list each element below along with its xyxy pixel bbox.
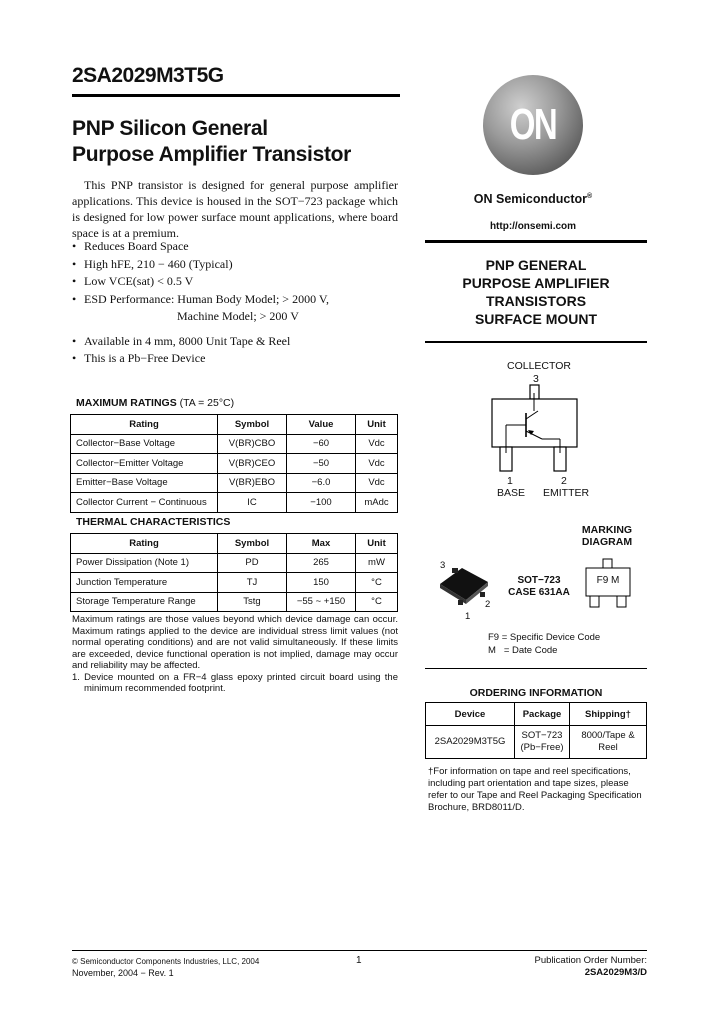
cell-symbol: V(BR)EBO <box>218 473 287 493</box>
table-header-row <box>426 703 647 726</box>
feature-esd-hbm: • ESD Performance: Human Body Model; > 2000 V, <box>72 291 402 309</box>
cell-value: 150 <box>287 573 356 593</box>
thermal-table <box>70 533 398 612</box>
collector-pin: 3 <box>533 373 539 385</box>
col-header-symbol: Symbol <box>218 415 287 435</box>
table-header-row <box>71 534 398 554</box>
part-number-title: 2SA2029M3T5G <box>72 64 224 87</box>
registered-mark: ® <box>587 192 593 200</box>
package-name: SOT−723 <box>517 575 561 586</box>
company-name <box>440 192 626 206</box>
feature-list <box>72 238 402 368</box>
cell-rating: Emitter−Base Voltage <box>71 473 218 493</box>
headline-line-2: Purpose Amplifier Transistor <box>72 143 352 166</box>
feature-tape: • Available in 4 mm, 8000 Unit Tape & Reel <box>72 333 402 351</box>
marking-title <box>568 524 646 548</box>
revision-date: November, 2004 − Rev. 1 <box>72 968 174 978</box>
cell-symbol: TJ <box>218 573 287 593</box>
package-pin-3: 3 <box>440 560 446 571</box>
col-header-rating: Rating <box>71 415 218 435</box>
cell-unit: Vdc <box>356 454 398 474</box>
col-header-value: Value <box>287 415 356 435</box>
table-row <box>71 553 398 573</box>
copyright: © Semiconductor Components Industries, LLC, 2004 <box>72 957 260 966</box>
max-ratings-heading <box>76 397 234 409</box>
feature-esd-mm: Machine Model; > 200 V <box>177 309 299 323</box>
table-row <box>71 473 398 493</box>
headline-line-1: PNP Silicon General <box>72 117 268 140</box>
stress-note: Maximum ratings are those values beyond which device damage can occur. Maximum ratings applied to the device are individual stress limit values (not normal operating conditions) and are not valid simultaneously. If these limits are exceeded, device functional operation is not implied, damage may occur and reliability may be affected. <box>72 614 398 671</box>
headline <box>72 116 351 168</box>
right-rule-mid <box>425 341 647 343</box>
package-title <box>425 256 647 328</box>
cell-value: −55 ~ +150 <box>287 592 356 612</box>
table-row <box>426 726 647 759</box>
col-header-max: Max <box>287 534 356 554</box>
marking-title-line: MARKING <box>581 524 633 536</box>
table-row <box>71 493 398 513</box>
company-name-text: ON Semiconductor <box>473 192 588 206</box>
emitter-label: EMITTER <box>543 487 590 499</box>
package-title-line: PNP GENERAL <box>485 257 587 273</box>
cell-unit: °C <box>356 573 398 593</box>
description-text: This PNP transistor is designed for general purpose amplifier applications. This device is housed in the SOT−723 package which is designed for low power surface mount applications, where board space is at a premium. <box>72 178 398 240</box>
cell-value: −50 <box>287 454 356 474</box>
col-header-package: Package <box>515 703 570 726</box>
feature-vce: • Low VCE(sat) < 0.5 V <box>72 273 402 291</box>
package-title-line: TRANSISTORS <box>485 293 587 309</box>
marking-title-line: DIAGRAM <box>581 536 633 548</box>
base-label: BASE <box>497 487 526 499</box>
cell-rating: Collector−Base Voltage <box>71 434 218 454</box>
publication-label: Publication Order Number: <box>534 955 647 966</box>
cell-rating: Power Dissipation (Note 1) <box>71 553 218 573</box>
cell-rating: Collector−Emitter Voltage <box>71 454 218 474</box>
cell-package: SOT−723 (Pb−Free) <box>515 726 570 759</box>
footer-rule <box>72 950 647 951</box>
on-logo <box>483 75 583 175</box>
marking-code: F9 M <box>596 575 620 586</box>
marking-legend-f9: F9 = Specific Device Code <box>488 632 601 643</box>
shipping-footnote: †For information on tape and reel specifications, including part orientation and tape sizes, please refer to our Tape and Reel Packaging Specification Brochure, BRD8011/D. <box>428 766 642 813</box>
package-title-line: SURFACE MOUNT <box>474 311 598 327</box>
marking-legend <box>488 631 600 657</box>
cell-unit: °C <box>356 592 398 612</box>
cell-value: −100 <box>287 493 356 513</box>
feature-board-space: • Reduces Board Space <box>72 238 402 256</box>
package-case: CASE 631AA <box>508 587 570 598</box>
table-header-row <box>71 415 398 435</box>
col-header-rating: Rating <box>71 534 218 554</box>
logo-text: ON <box>509 100 557 149</box>
table-row <box>71 434 398 454</box>
package-pin-2: 2 <box>485 599 491 610</box>
right-rule-low <box>425 668 647 669</box>
description <box>72 177 398 241</box>
table-row <box>71 592 398 612</box>
page-number: 1 <box>356 955 362 966</box>
col-header-device: Device <box>426 703 515 726</box>
cell-symbol: V(BR)CBO <box>218 434 287 454</box>
package-title-line: PURPOSE AMPLIFIER <box>462 275 610 291</box>
cell-rating: Junction Temperature <box>71 573 218 593</box>
cell-unit: mW <box>356 553 398 573</box>
cell-value: 265 <box>287 553 356 573</box>
publication-number: 2SA2029M3/D <box>584 967 647 978</box>
cell-symbol: IC <box>218 493 287 513</box>
package-info <box>506 575 572 599</box>
title-rule <box>72 94 400 97</box>
max-ratings-condition: (TA = 25°C) <box>179 397 235 409</box>
col-header-unit: Unit <box>356 534 398 554</box>
cell-rating: Storage Temperature Range <box>71 592 218 612</box>
table-row <box>71 454 398 474</box>
marking-legend-m: M = Date Code <box>488 645 558 656</box>
cell-unit: Vdc <box>356 473 398 493</box>
website-link[interactable]: http://onsemi.com <box>489 221 577 232</box>
cell-device: 2SA2029M3T5G <box>426 726 515 759</box>
cell-symbol: V(BR)CEO <box>218 454 287 474</box>
feature-pbfree: • This is a Pb−Free Device <box>72 350 402 368</box>
feature-hfe: • High hFE, 210 − 460 (Typical) <box>72 256 402 274</box>
col-header-symbol: Symbol <box>218 534 287 554</box>
max-ratings-heading-text: MAXIMUM RATINGS <box>76 397 177 409</box>
cell-value: −60 <box>287 434 356 454</box>
emitter-pin: 2 <box>561 475 567 487</box>
ordering-table <box>425 702 647 759</box>
right-rule-top <box>425 240 647 243</box>
publication-info <box>520 955 647 979</box>
footnote-1: 1. Device mounted on a FR−4 glass epoxy printed circuit board using the minimum recommended footprint. <box>72 671 398 694</box>
base-pin: 1 <box>507 475 513 487</box>
package-pin-1: 1 <box>465 611 471 622</box>
thermal-heading: THERMAL CHARACTERISTICS <box>76 516 231 528</box>
cell-symbol: PD <box>218 553 287 573</box>
col-header-unit: Unit <box>356 415 398 435</box>
max-ratings-table <box>70 414 398 513</box>
table-row <box>71 573 398 593</box>
col-header-shipping: Shipping† <box>570 703 647 726</box>
cell-symbol: Tstg <box>218 592 287 612</box>
cell-shipping: 8000/Tape & Reel <box>570 726 647 759</box>
ordering-title: ORDERING INFORMATION <box>469 687 603 699</box>
cell-rating: Collector Current − Continuous <box>71 493 218 513</box>
collector-label: COLLECTOR <box>507 360 571 372</box>
cell-unit: Vdc <box>356 434 398 454</box>
transistor-symbol-icon <box>490 383 580 473</box>
notes <box>72 614 398 695</box>
cell-value: −6.0 <box>287 473 356 493</box>
cell-unit: mAdc <box>356 493 398 513</box>
